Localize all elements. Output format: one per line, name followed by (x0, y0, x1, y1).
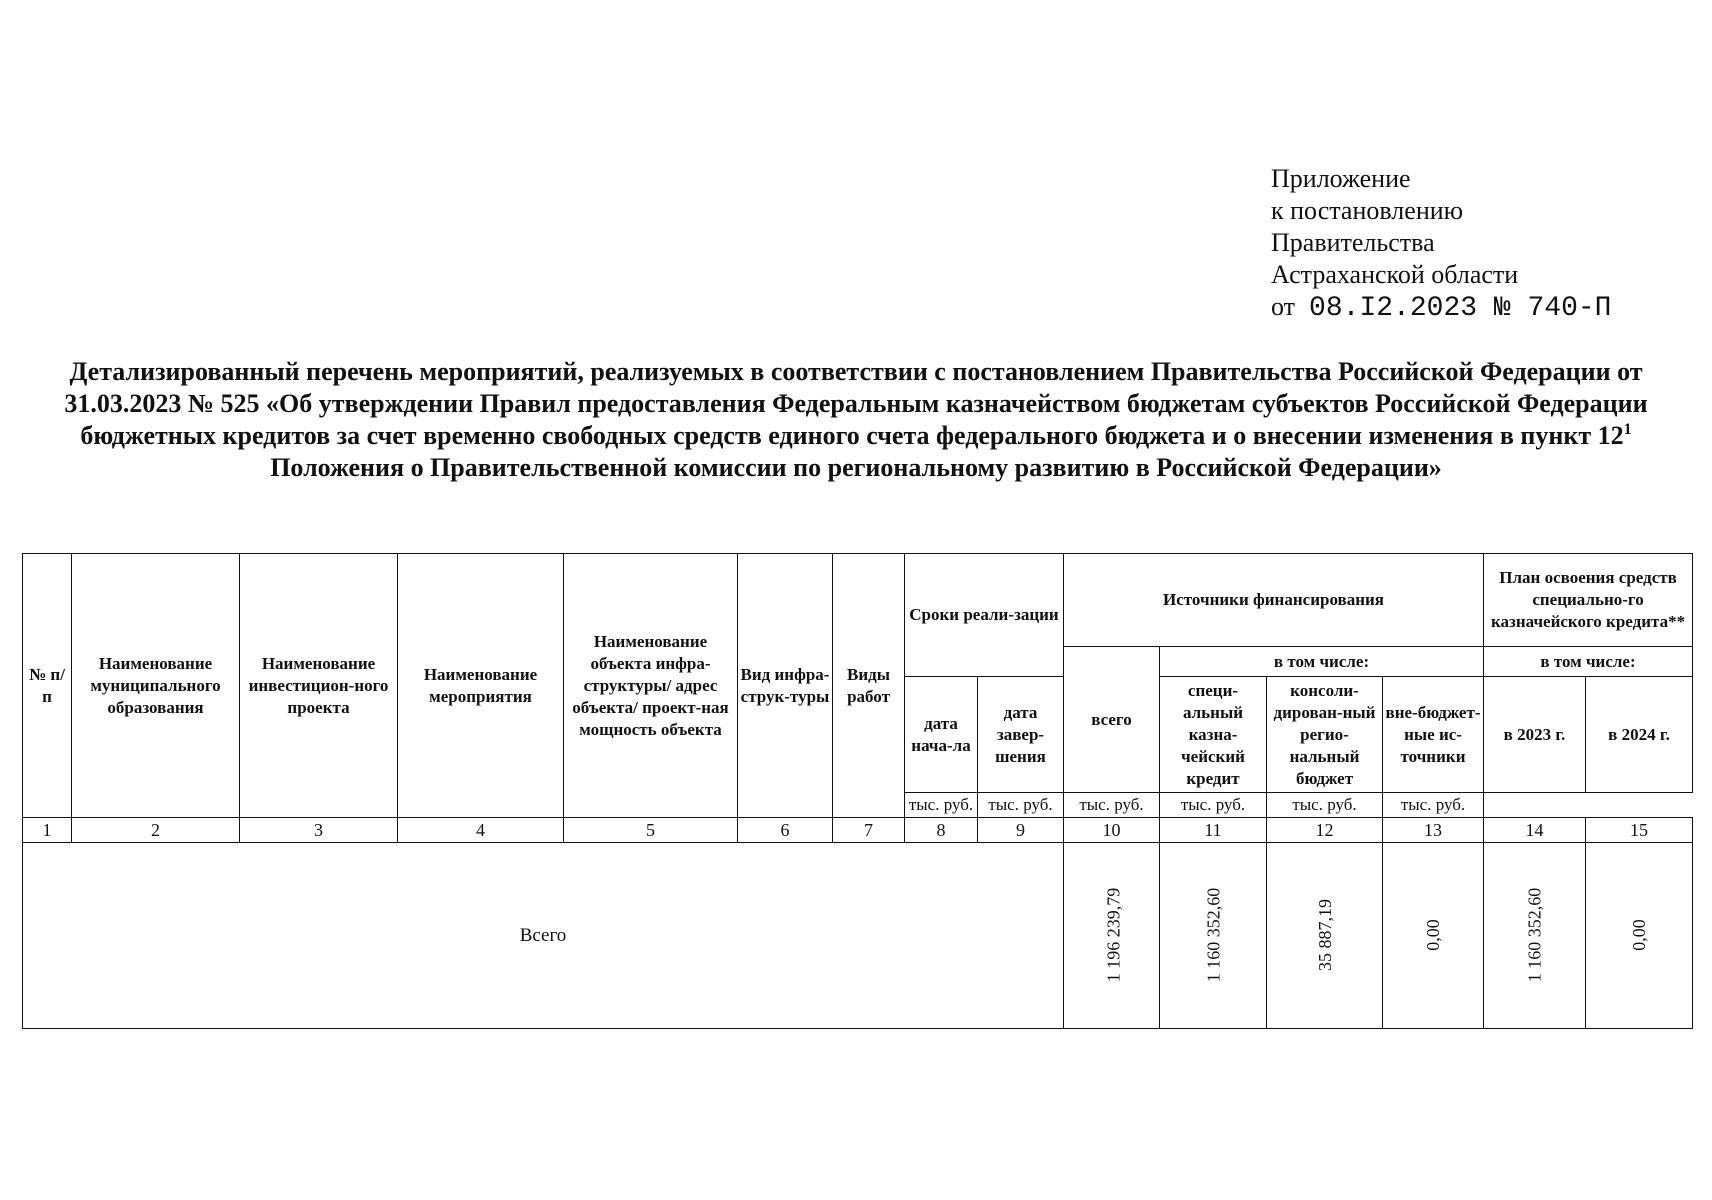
column-number: 12 (1267, 818, 1383, 843)
column-number: 15 (1586, 818, 1693, 843)
column-number: 4 (398, 818, 564, 843)
unit-cell: тыс. руб. (1160, 793, 1267, 818)
total-2023-value: 1 160 352,60 (1524, 887, 1545, 983)
column-number: 14 (1484, 818, 1586, 843)
total-all-cell (1064, 843, 1160, 1029)
column-number: 1 (23, 818, 72, 843)
date-prefix: от (1271, 292, 1296, 321)
column-number: 10 (1064, 818, 1160, 843)
total-special-cell (1160, 843, 1267, 1029)
total-extrabudget-value: 0,00 (1423, 919, 1444, 951)
header-municipality: Наименование муниципального образования (72, 554, 240, 818)
unit-cell: тыс. руб. (1383, 793, 1484, 818)
header-extrabudget: вне-бюджет-ные ис-точники (1383, 677, 1484, 793)
header-plan: План освоения средств специально-го казначейского кредита** (1484, 554, 1693, 647)
column-number: 13 (1383, 818, 1484, 843)
column-number: 11 (1160, 818, 1267, 843)
header-including-plan: в том числе: (1484, 647, 1693, 677)
column-number: 9 (978, 818, 1064, 843)
total-consolidated-value: 35 887,19 (1314, 899, 1335, 971)
header-event: Наименование мероприятия (398, 554, 564, 818)
header-2024: в 2024 г. (1586, 677, 1693, 793)
header-terms: Сроки реали-зации (905, 554, 1064, 677)
appendix-line-2: к постановлению (1271, 196, 1464, 225)
title-superscript: 1 (1623, 421, 1632, 438)
title-part-1: Детализированный перечень мероприятий, реализуемых в соответствии с постановлением Правительства Российской Федерации от 31.03.2023 № 525 «Об утверждении Правил предоставления Федеральным казначейством бюджетам субъектов Российской Федерации бюджетных кредитов за счет временно свободных средств единого счета федерального бюджета и о внесении изменения в пункт 12 (64, 357, 1648, 450)
date-stamp: 08.I2.2023 № 740-П (1309, 293, 1612, 324)
total-consolidated-cell (1267, 843, 1383, 1029)
total-extrabudget-cell (1383, 843, 1484, 1029)
total-special-value: 1 160 352,60 (1203, 887, 1223, 983)
header-sources: Источники финансирования (1064, 554, 1484, 647)
column-number: 5 (564, 818, 738, 843)
header-including: в том числе: (1160, 647, 1484, 677)
appendix-date-line (1271, 291, 1611, 325)
column-number: 3 (240, 818, 398, 843)
appendix-line-3: Правительства (1271, 228, 1435, 257)
header-consolidated: консоли-дирован-ный регио-нальный бюджет (1267, 677, 1383, 793)
unit-cell: тыс. руб. (905, 793, 978, 818)
unit-cell: тыс. руб. (1267, 793, 1383, 818)
measures-table (22, 553, 1693, 1029)
appendix-line-1: Приложение (1271, 164, 1411, 193)
header-2023: в 2023 г. (1484, 677, 1586, 793)
appendix-line-4: Астраханской области (1271, 260, 1519, 289)
header-end: дата завер-шения (978, 677, 1064, 793)
column-number: 6 (738, 818, 833, 843)
header-total: всего (1064, 647, 1160, 793)
column-number: 7 (833, 818, 905, 843)
unit-cell: тыс. руб. (1064, 793, 1160, 818)
appendix-block (1271, 163, 1611, 325)
header-project: Наименование инвестицион-ного проекта (240, 554, 398, 818)
header-infra-type: Вид инфра-струк-туры (738, 554, 833, 818)
unit-cell: тыс. руб. (978, 793, 1064, 818)
column-number-row (23, 818, 1693, 843)
header-object: Наименование объекта инфра-структуры/ адрес объекта/ проект-ная мощность объекта (564, 554, 738, 818)
total-2024-cell (1586, 843, 1693, 1029)
total-2023-cell (1484, 843, 1586, 1029)
document-title (60, 356, 1652, 484)
column-number: 2 (72, 818, 240, 843)
total-2024-value: 0,00 (1629, 919, 1650, 951)
header-num: № п/п (23, 554, 72, 818)
total-row (23, 843, 1693, 1029)
header-start: дата нача-ла (905, 677, 978, 793)
header-work-type: Виды работ (833, 554, 905, 818)
total-all-value: 1 196 239,79 (1103, 887, 1124, 983)
header-special: специ-альный казна-чейский кредит (1160, 677, 1267, 793)
title-part-2: Положения о Правительственной комиссии по региональному развитию в Российской Федерации» (270, 453, 1442, 482)
column-number: 8 (905, 818, 978, 843)
total-label: Всего (23, 843, 1064, 1029)
